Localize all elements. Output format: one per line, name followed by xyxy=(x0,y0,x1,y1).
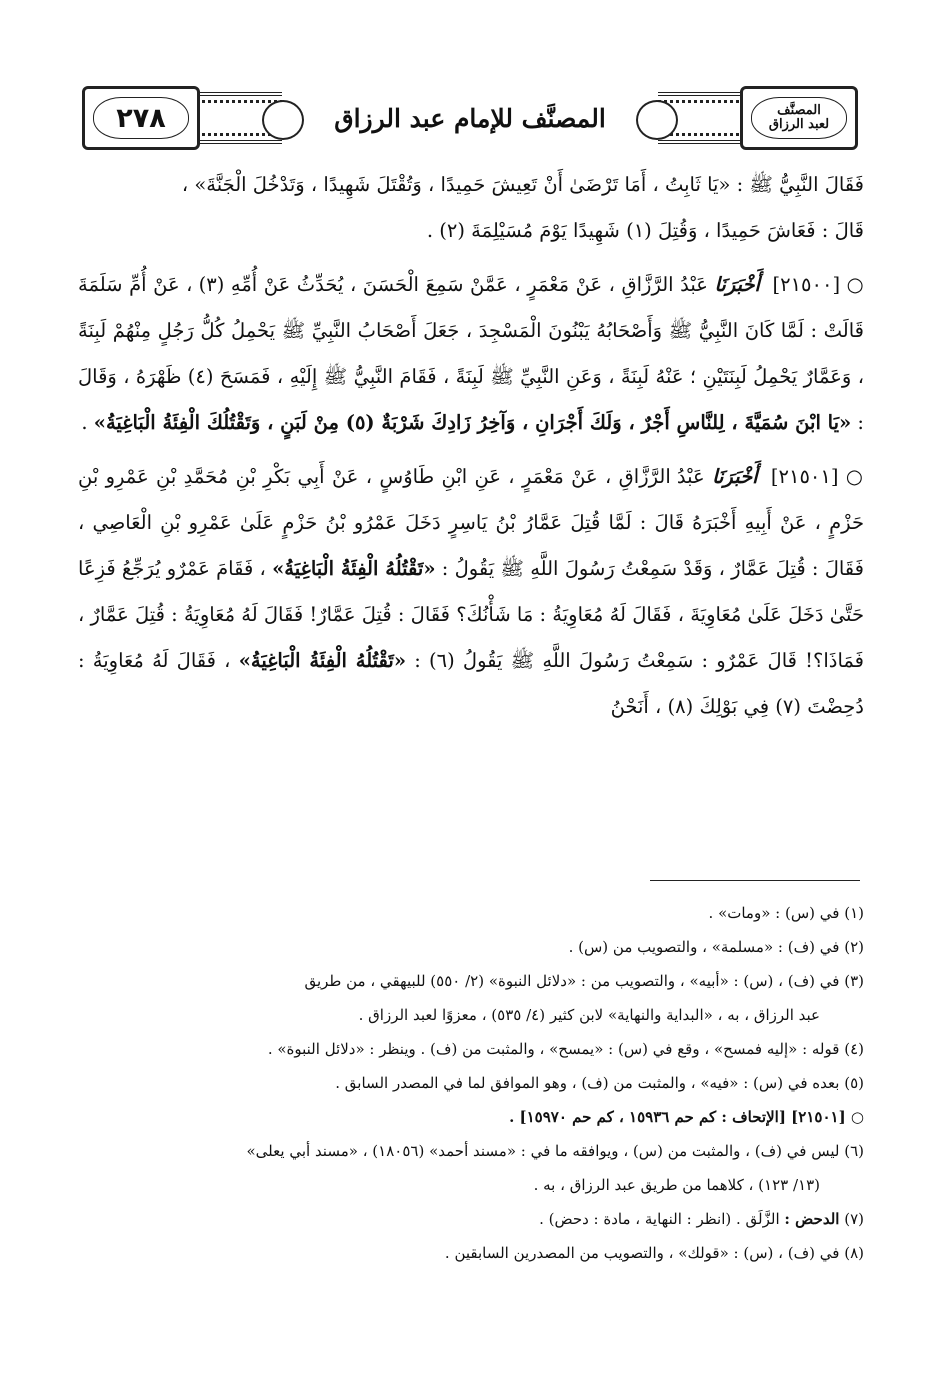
hadith-number: ○ [٢١٥٠١] xyxy=(770,465,865,488)
prophetic-quote-1: «تَقْتُلُهُ الْفِئَةُ الْبَاغِيَةُ» xyxy=(272,557,436,580)
footnote-number: (٨) xyxy=(844,1244,864,1262)
footnote-continuation: (١٣/ ١٢٣) ، كلاهما من طريق عبد الرزاق ، به . xyxy=(533,1176,820,1194)
hadith-end: . xyxy=(81,411,94,434)
takhrij-number: ○ [٢١٥٠١] xyxy=(791,1108,864,1126)
page-number-frame xyxy=(93,97,189,139)
footnote-number: (١) xyxy=(844,904,864,922)
footnote-text: في (س) : «ومات» . xyxy=(708,904,840,922)
footnote-6 xyxy=(78,1134,864,1202)
footnote-text: بعده في (س) : «فيه» ، والمثبت من (ف) ، وهو الموافق لما في المصدر السابق . xyxy=(335,1074,840,1092)
hadith-21501 xyxy=(78,454,864,730)
footnote-number: (٤) xyxy=(844,1040,864,1058)
footnote-1 xyxy=(78,896,864,930)
seal-line-2: لعبد الرزاق xyxy=(768,117,830,132)
footnote-number: (٦) xyxy=(844,1142,864,1160)
footnotes xyxy=(78,896,864,1270)
footnote-4 xyxy=(78,1032,864,1066)
seal-frame xyxy=(751,97,847,139)
main-text xyxy=(78,162,864,730)
akhbarana-word: أَخْبَرَنَا xyxy=(714,273,760,296)
footnote-text: في (ف) ، (س) : «أبيه» ، والتصويب من : «دلائل النبوة» (٢/ ٥٥٠) للبيهقي ، من طريق xyxy=(304,972,840,990)
page-number-cartouche xyxy=(82,86,200,150)
hadith-text-part-3: ، فَقَالَ لَهُ مُعَاوِيَةُ : دُحِضْتَ (٧) فِي بَوْلِكَ (٨) ، أَنَحْنُ xyxy=(78,649,864,718)
page-number: ٢٧٨ xyxy=(116,102,166,134)
footnote-number: (٢) xyxy=(844,938,864,956)
footnote-3 xyxy=(78,964,864,1032)
footnote-8 xyxy=(78,1236,864,1270)
footnote-text: ليس في (ف) ، والمثبت من (س) ، ويوافقه ما في : «مسند أحمد» (١٨٠٥٦) ، «مسند أبي يعلى» xyxy=(246,1142,840,1160)
takhrij-note-21501 xyxy=(78,1100,864,1134)
running-title-box xyxy=(282,90,658,146)
footnote-text: قوله : «إليه فمسح» ، وقع في (س) : «يمسح» ، والمثبت من (ف) . وينظر : «دلائل النبوة» . xyxy=(267,1040,840,1058)
footnote-separator xyxy=(650,880,860,881)
continuation-paragraph xyxy=(78,162,864,254)
takhrij-text: [الإتحاف : كم حم ١٥٩٣٦ ، كم حم ١٥٩٧٠] . xyxy=(509,1108,786,1126)
footnote-text: في (ف) : «مسلمة» ، والتصويب من (س) . xyxy=(568,938,840,956)
running-title: المصنَّف للإمام عبد الرزاق xyxy=(334,103,606,133)
footnote-term: الدحض : xyxy=(784,1210,840,1228)
footnote-2 xyxy=(78,930,864,964)
footnote-number: (٥) xyxy=(844,1074,864,1092)
footnote-number: (٧) xyxy=(844,1210,864,1228)
footnote-5 xyxy=(78,1066,864,1100)
seal-logo xyxy=(769,104,829,132)
footnote-continuation: عبد الرزاق ، به ، «البداية والنهاية» لابن كثير (٤/ ٥٣٥) ، معزوًا لعبد الرزاق . xyxy=(358,1006,820,1024)
continuation-line-2: قَالَ : فَعَاشَ حَمِيدًا ، وَقُتِلَ (١) شَهِيدًا يَوْمَ مُسَيْلِمَةَ (٢) . xyxy=(426,219,864,242)
hadith-number: ○ [٢١٥٠٠] xyxy=(772,273,865,296)
hadith-text: عَبْدُ الرَّزَّاقِ ، عَنْ مَعْمَرٍ ، عَمَّنْ سَمِعَ الْحَسَنَ ، يُحَدِّثُ عَنْ أُمِّهِ (٣) ، عَنْ أُمِّ سَلَمَةَ قَالَتْ : لَمَّا كَانَ النَّبِيُّ ﷺ وَأَصْحَابُهُ يَبْنُونَ الْمَسْجِدَ ، جَعَلَ أَصْحَابُ النَّبِيِّ ﷺ يَحْمِلُ كُلُّ رَجُلٍ مِنْهُمْ لَبِنَةً ، وَعَمَّارٌ يَحْمِلُ لَبِنَتَيْنِ ؛ عَنْهُ لَبِنَةً ، وَعَنِ النَّبِيِّ ﷺ لَبِنَةً ، فَقَامَ النَّبِيُّ ﷺ إِلَيْهِ ، فَمَسَحَ (٤) ظَهْرَهُ ، وَقَالَ : xyxy=(78,273,864,434)
continuation-line-1: فَقَالَ النَّبِيُّ ﷺ : «يَا ثَابِتُ ، أَمَا تَرْضَىٰ أَنْ تَعِيشَ حَمِيدًا ، وَتُقْتَلَ شَهِيدًا ، وَتَدْخُلَ الْجَنَّةَ» ، xyxy=(181,173,864,196)
akhbarana-word: أَخْبَرَنَا xyxy=(712,465,758,488)
page-header xyxy=(82,86,858,150)
hadith-text-part-2: ، فَقَامَ عَمْرٌو يُرَجِّعُ فَزِعًا حَتَّىٰ دَخَلَ عَلَىٰ مُعَاوِيَةَ ، فَقَالَ لَهُ مُعَاوِيَةُ : مَا شَأْنُكَ؟ فَقَالَ : قُتِلَ عَمَّارٌ! فَقَالَ لَهُ مُعَاوِيَةُ : قُتِلَ عَمَّارٌ ، فَمَاذَا؟! قَالَ عَمْرٌو : سَمِعْتُ رَسُولَ اللَّهِ ﷺ يَقُولُ (٦) : xyxy=(78,557,865,672)
prophetic-quote-2: «تَقْتُلُهُ الْفِئَةُ الْبَاغِيَةُ» xyxy=(238,649,407,672)
footnote-text: الزَّلَق . (انظر : النهاية ، مادة : دحض) . xyxy=(539,1210,780,1228)
hadith-text-part-1: عَبْدُ الرَّزَّاقِ ، عَنْ مَعْمَرٍ ، عَنِ ابْنِ طَاوُسٍ ، عَنْ أَبِي بَكْرِ بْنِ مُحَمَّدِ بْنِ عَمْرِو بْنِ حَزْمٍ ، عَنْ أَبِيهِ أَخْبَرَهُ قَالَ : لَمَّا قُتِلَ عَمَّارُ بْنُ يَاسِرٍ دَخَلَ عَمْرُو بْنُ حَزْمٍ عَلَىٰ عَمْرِو بْنِ الْعَاصِي ، فَقَالَ : قُتِلَ عَمَّارٌ ، وَقَدْ سَمِعْتُ رَسُولَ اللَّهِ ﷺ يَقُولُ : xyxy=(78,465,864,580)
seal-cartouche xyxy=(740,86,858,150)
footnote-text: في (ف) ، (س) : «قولك» ، والتصويب من المصدرين السابقين . xyxy=(444,1244,840,1262)
footnote-number: (٣) xyxy=(844,972,864,990)
seal-line-1: المصنَّف xyxy=(777,103,821,118)
prophetic-quote: «يَا ابْنَ سُمَيَّةَ ، لِلنَّاسِ أَجْرٌ ، وَلَكَ أَجْرَانِ ، وَآخِرُ زَادِكَ شَرْبَةٌ (٥) مِنْ لَبَنٍ ، وَتَقْتُلُكَ الْفِئَةُ الْبَاغِيَةُ» xyxy=(93,411,852,434)
footnote-7 xyxy=(78,1202,864,1236)
hadith-21500 xyxy=(78,262,864,446)
